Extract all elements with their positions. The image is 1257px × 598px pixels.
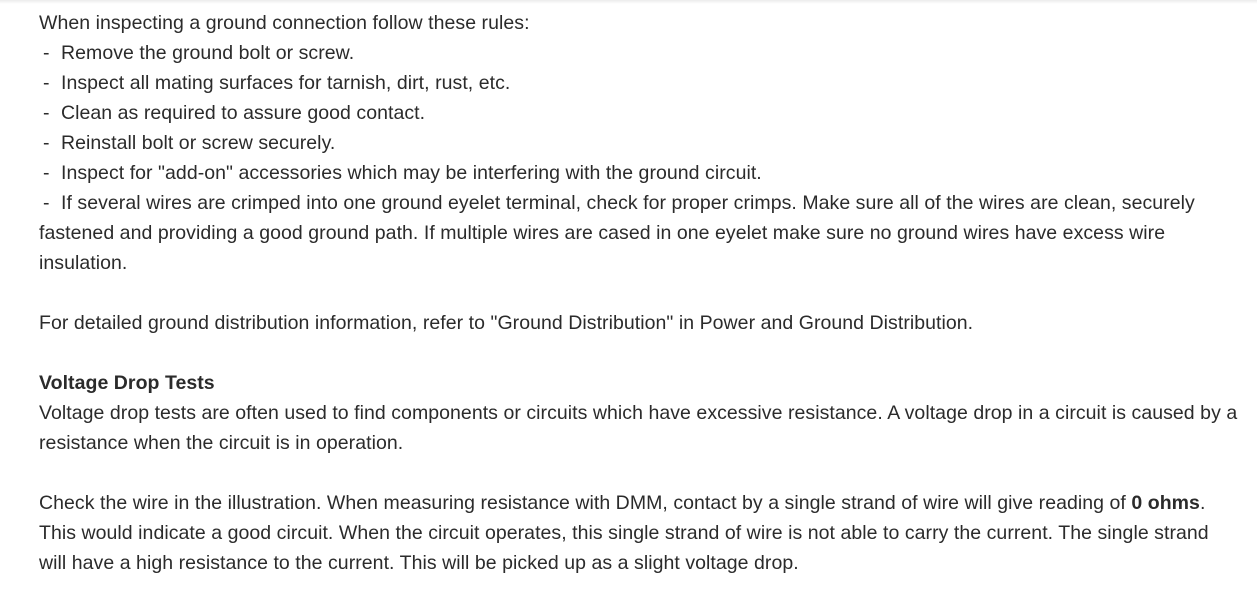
rule-text: If several wires are crimped into one ground eyelet terminal, check for proper crimps. Make sure all of the wires are clean, securely fastened and providing a good ground path. If multiple wires are cased in one eyelet make sure no ground wires have excess wire insulation. [39,192,1195,274]
rule-dash: - [43,42,50,64]
rule-dash: - [43,162,50,184]
rule-item [39,188,1239,278]
section-body: Voltage drop tests are often used to find components or circuits which have excessive resistance. A voltage drop in a circuit is caused by a resistance when the circuit is in operation. [39,402,1238,454]
section-heading: Voltage Drop Tests [39,372,215,394]
rule-text: Inspect all mating surfaces for tarnish, dirt, rust, etc. [61,72,511,94]
check-text-after: . This would indicate a good circuit. When the circuit operates, this single strand of wire is not able to carry the current. The single strand will have a high resistance to the current. This will be picked up as a slight voltage drop. [39,492,1209,574]
rule-item [39,68,1239,98]
top-shadow [0,0,1257,4]
rule-text: Reinstall bolt or screw securely. [61,132,336,154]
spacer [39,338,1239,368]
reference-text: For detailed ground distribution information, refer to "Ground Distribution" in Power and Ground Distribution. [39,312,974,334]
rule-text: Inspect for "add-on" accessories which may be interfering with the ground circuit. [61,162,762,184]
rule-dash: - [43,192,50,214]
rule-text: Clean as required to assure good contact. [61,102,426,124]
rule-item [39,38,1239,68]
intro-text: When inspecting a ground connection follow these rules: [39,12,530,34]
spacer [39,458,1239,488]
check-bold-value: 0 ohms [1131,492,1200,514]
rule-item [39,98,1239,128]
check-paragraph [39,488,1239,578]
rule-item [39,128,1239,158]
rule-dash: - [43,72,50,94]
rule-dash: - [43,132,50,154]
rule-text: Remove the ground bolt or screw. [61,42,355,64]
rule-dash: - [43,102,50,124]
check-text-before: Check the wire in the illustration. When measuring resistance with DMM, contact by a single strand of wire will give reading of [39,492,1132,514]
spacer [39,278,1239,308]
document-body [39,8,1239,578]
rule-item [39,158,1239,188]
